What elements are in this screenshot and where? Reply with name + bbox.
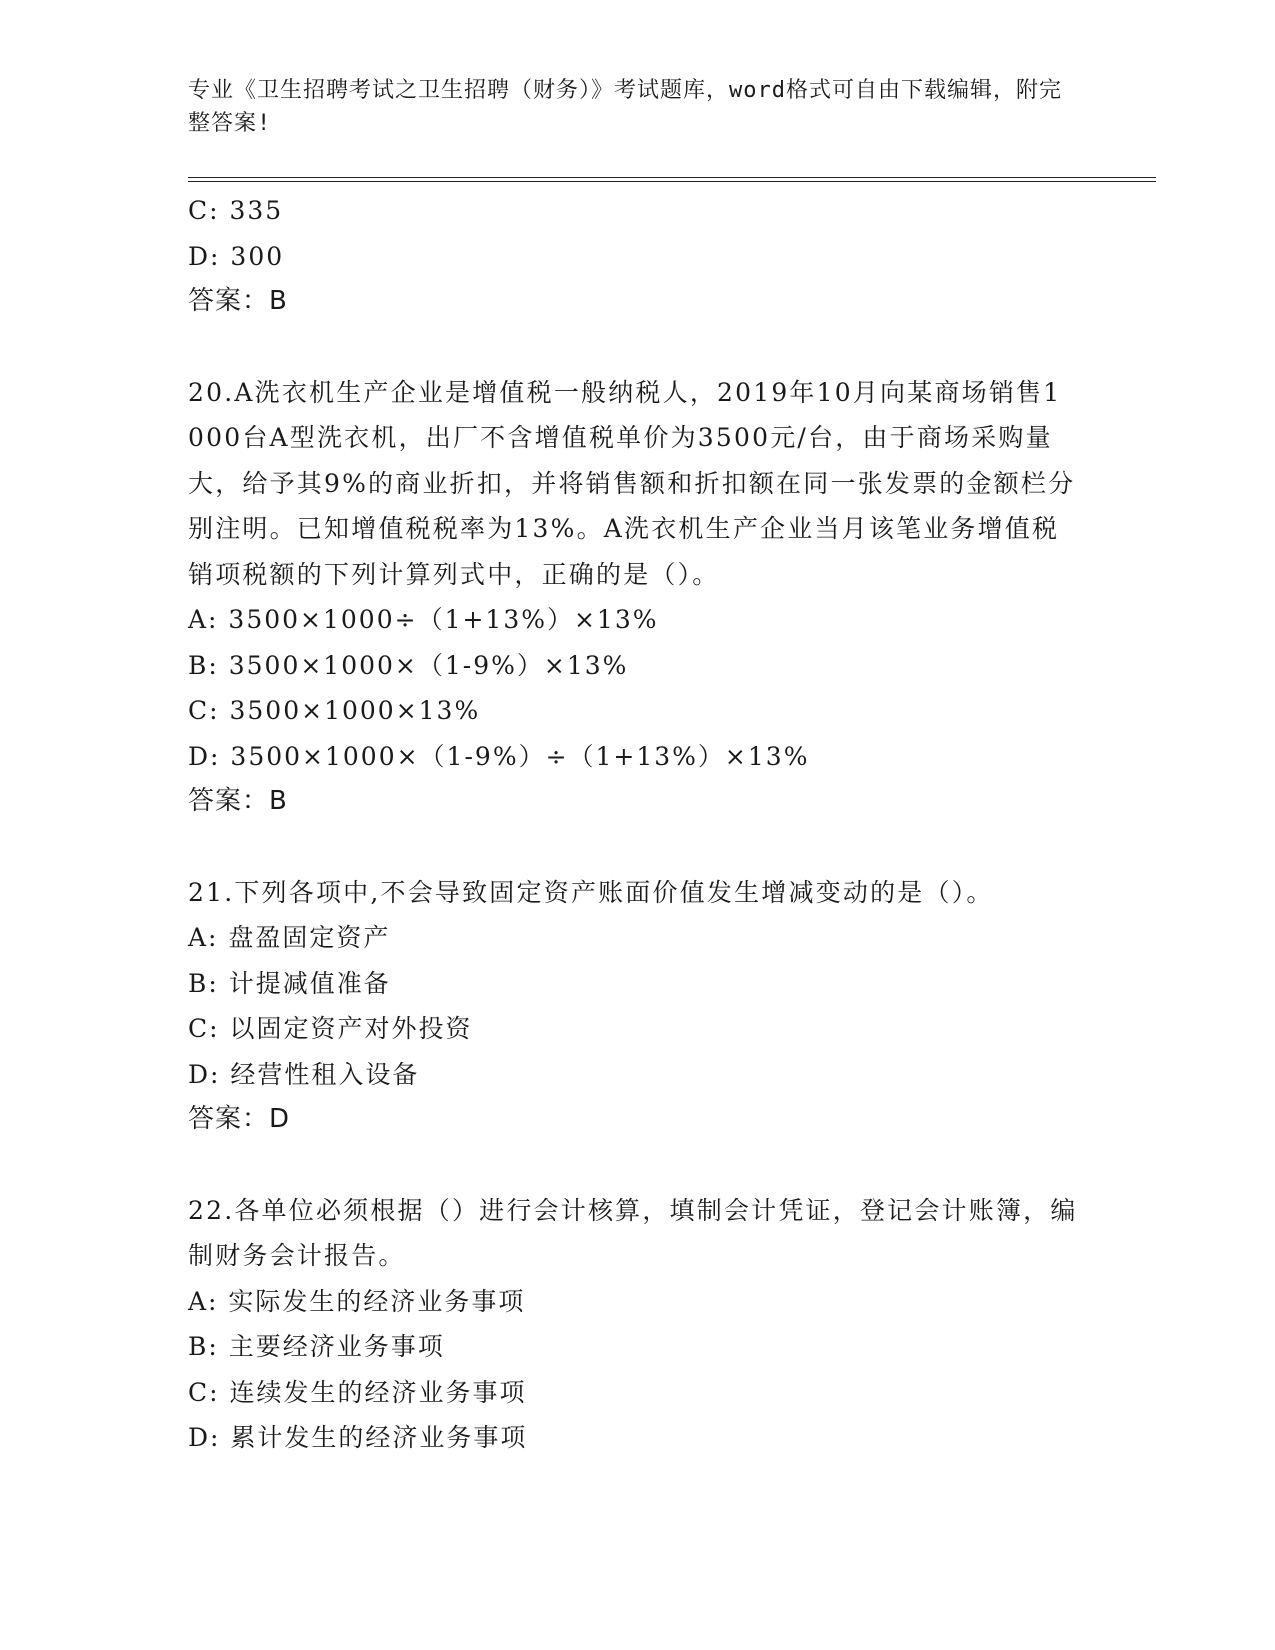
option-d: D: 经营性租入设备 xyxy=(188,1059,420,1089)
question-20 xyxy=(188,370,1088,825)
question-stem: 20.A洗衣机生产企业是增值税一般纳税人，2019年10月向某商场销售1000台A型洗衣机，出厂不含增值税单价为3500元/台，由于商场采购量大，给予其9%的商业折扣，并将销售额和折扣额在同一张发票的金额栏分别注明。已知增值税税率为13%。A洗衣机生产企业当月该笔业务增值税销项税额的下列计算列式中，正确的是（）。 xyxy=(188,377,1076,589)
document-body xyxy=(188,188,1088,1461)
answer-line: 答案：D xyxy=(188,1104,291,1134)
option-a: A: 实际发生的经济业务事项 xyxy=(188,1286,526,1316)
question-stem: 22.各单位必须根据（）进行会计核算，填制会计凭证，登记会计账簿，编制财务会计报告。 xyxy=(188,1195,1078,1270)
answer-line: 答案：B xyxy=(188,286,288,316)
option-d: D: 累计发生的经济业务事项 xyxy=(188,1423,528,1452)
header-divider xyxy=(188,177,1156,182)
answer-line: 答案：B xyxy=(188,786,288,816)
option-d: D: 300 xyxy=(188,241,285,271)
option-c: C: 以固定资产对外投资 xyxy=(188,1014,473,1043)
option-a: A: 盘盈固定资产 xyxy=(188,923,391,952)
option-a: A: 3500×1000÷（1+13%）×13% xyxy=(188,605,659,634)
option-c: C: 335 xyxy=(188,196,284,225)
option-c: C: 连续发生的经济业务事项 xyxy=(188,1377,527,1407)
question-stem: 21.下列各项中,不会导致固定资产账面价值发生增减变动的是（）。 xyxy=(188,877,994,907)
page-header: 专业《卫生招聘考试之卫生招聘（财务）》考试题库，word格式可自由下载编辑，附完整答案! xyxy=(188,78,1062,136)
question-21 xyxy=(188,870,1088,1143)
option-b: B: 计提减值准备 xyxy=(188,968,391,998)
continued-question xyxy=(188,188,1088,325)
question-22 xyxy=(188,1188,1088,1461)
option-c: C: 3500×1000×13% xyxy=(188,696,481,725)
option-b: B: 3500×1000×（1-9%）×13% xyxy=(188,650,629,680)
option-d: D: 3500×1000×（1-9%）÷（1+13%）×13% xyxy=(188,741,810,771)
option-b: B: 主要经济业务事项 xyxy=(188,1332,445,1361)
